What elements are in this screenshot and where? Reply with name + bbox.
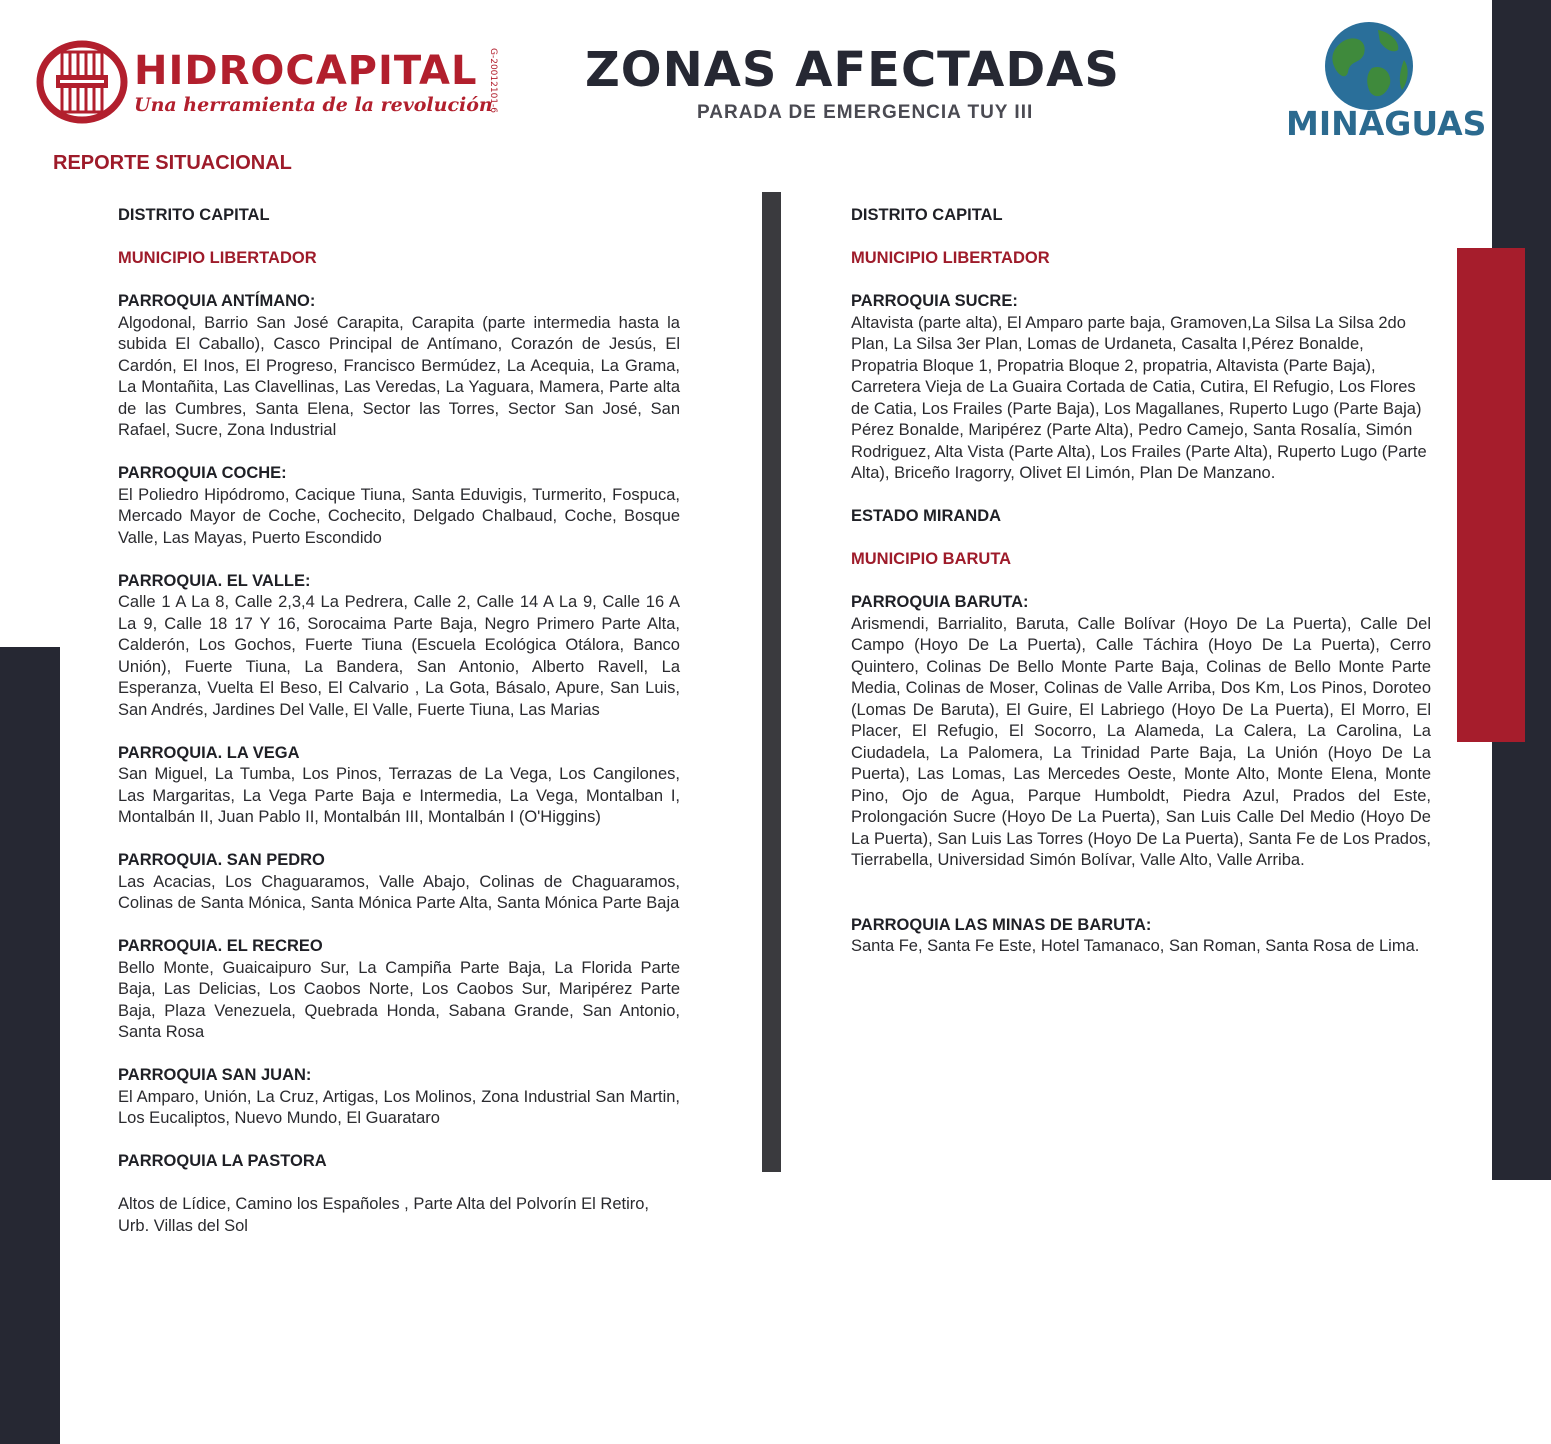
globe-icon (1320, 20, 1418, 112)
parish-title: PARROQUIA SAN JUAN: (118, 1066, 312, 1084)
parish-body: El Amparo, Unión, La Cruz, Artigas, Los Molinos, Zona Industrial San Martin, Los Eucaliptos, Nuevo Mundo, El Guarataro (118, 1087, 680, 1127)
parish-title: PARROQUIA LA PASTORA (118, 1152, 327, 1170)
district-heading: DISTRITO CAPITAL (851, 206, 1003, 224)
parish-body: Bello Monte, Guaicaipuro Sur, La Campiña Parte Baja, La Florida Parte Baja, Las Delicias, Los Caobos Norte, Los Caobos Sur, Maripérez Parte Baja, Plaza Venezuela, Quebrada Honda, Sabana Grande, San Antonio, Santa Rosa (118, 958, 680, 1041)
parish-body: Las Acacias, Los Chaguaramos, Valle Abajo, Colinas de Chaguaramos, Colinas de Santa Mónica, Santa Mónica Parte Alta, Santa Mónica Parte Baja (118, 872, 680, 912)
page-title: ZONAS AFECTADAS (585, 42, 1120, 98)
hidrocapital-tagline: Una herramienta de la revolución (134, 94, 493, 116)
parish-title: PARROQUIA COCHE: (118, 464, 287, 482)
parish-body: El Poliedro Hipódromo, Cacique Tiuna, Santa Eduvigis, Turmerito, Fospuca, Mercado Mayor de Coche, Cochecito, Delgado Chalbaud, Coche, Bosque Valle, Las Mayas, Puerto Escondido (118, 485, 680, 547)
parish-title: PARROQUIA ANTÍMANO: (118, 292, 316, 310)
report-label: REPORTE SITUACIONAL (53, 152, 292, 174)
hidrocapital-logo (38, 42, 508, 122)
right-column (851, 205, 1431, 958)
decorative-bar-left (0, 647, 60, 1444)
state-heading: ESTADO MIRANDA (851, 507, 1002, 525)
page-subtitle: PARADA DE EMERGENCIA TUY III (697, 102, 1034, 123)
hidrocapital-emblem-icon (38, 42, 126, 122)
minaguas-name: MINAGUAS (1286, 104, 1487, 143)
left-column (118, 205, 680, 1237)
parish-body: San Miguel, La Tumba, Los Pinos, Terrazas de La Vega, Los Cangilones, Las Margaritas, La Vega Parte Baja e Intermedia, La Vega, Montalban I, Montalbán II, Juan Pablo II, Montalbán III, Montalbán I (O'Higgins) (118, 765, 680, 826)
parish-title: PARROQUIA. EL RECREO (118, 937, 323, 955)
district-heading: DISTRITO CAPITAL (118, 206, 270, 224)
decorative-red-band (1457, 248, 1525, 742)
parish-body: Altos de Lídice, Camino los Españoles , Parte Alta del Polvorín El Retiro, Urb. Villas del Sol (118, 1195, 650, 1235)
hidrocapital-rif (482, 48, 496, 124)
svg-text:G-20012101-6: G-20012101-6 (488, 48, 498, 114)
minaguas-logo (1284, 20, 1487, 148)
parish-title: PARROQUIA LAS MINAS DE BARUTA: (851, 915, 1152, 934)
municipality-heading: MUNICIPIO LIBERTADOR (851, 249, 1050, 267)
parish-title: PARROQUIA. EL VALLE: (118, 571, 311, 590)
parish-body: Calle 1 A La 8, Calle 2,3,4 La Pedrera, Calle 2, Calle 14 A La 9, Calle 16 A La 9, Calle 18 17 Y 16, Sorocaima Parte Baja, Negro Primero Parte Alta, Calderón, Los Gochos, Fuerte Tiuna (Escuela Ecológica Otálora, Banco Unión), Fuerte Tiuna, La Bandera, San Antonio, Alberto Ravell, La Esperanza, Vuelta El Beso, El Calvario , La Gota, Básalo, Apure, San Luis, San Andrés, Jardines Del Valle, El Valle, Fuerte Tiuna, Las Marias (118, 593, 680, 719)
parish-body: Santa Fe, Santa Fe Este, Hotel Tamanaco, San Roman, Santa Rosa de Lima. (851, 937, 1420, 955)
municipality-heading: MUNICIPIO BARUTA (851, 550, 1012, 568)
parish-body: Altavista (parte alta), El Amparo parte baja, Gramoven,La Silsa La Silsa 2do Plan, La Silsa 3er Plan, Lomas de Urdaneta, Casalta I,Pérez Bonalde, Propatria Bloque 1, Propatria Bloque 2, propatria, Altavista (Parte Baja), Carretera Vieja de La Guaira Cortada de Catia, Cutira, El Refugio, Los Flores de Catia, Los Frailes (Parte Baja), Los Magallanes, Ruperto Lugo (Parte Baja) Pérez Bonalde, Maripérez (Parte Alta), Pedro Camejo, Santa Rosalía, Simón Rodriguez, Alta Vista (Parte Alta), Los Frailes (Parte Alta), Ruperto Lugo (Parte Alta), Briceño Iragorry, Olivet El Limón, Plan De Manzano. (851, 313, 1427, 482)
parish-body: Arismendi, Barrialito, Baruta, Calle Bolívar (Hoyo De La Puerta), Calle Del Campo (Hoyo De La Puerta), Calle Táchira (Hoyo De La Puerta), Cerro Quintero, Colinas De Bello Monte Parte Baja, Colinas de Bello Monte Parte Media, Colinas de Moser, Colinas de Valle Arriba, Dos Km, Los Pinos, Doroteo (Lomas De Baruta), El Guire, El Labriego (Hoyo De La Puerta), El Morro, El Placer, El Refugio, El Socorro, La Alameda, La Calera, La Carolina, La Ciudadela, La Palomera, La Trinidad Parte Baja, La Unión (Hoyo De La Puerta), Las Lomas, Las Mercedes Oeste, Monte Alto, Monte Elena, Monte Pino, Ojo de Agua, Parque Humboldt, Piedra Azul, Prados del Este, Prolongación Sucre (Hoyo De La Puerta), San Luis Calle Del Medio (Hoyo De La Puerta), San Luis Las Torres (Hoyo De La Puerta), Santa Fe de Los Prados, Tierrabella, Universidad Simón Bolívar, Valle Alto, Valle Arriba. (851, 614, 1431, 869)
parish-title: PARROQUIA BARUTA: (851, 593, 1029, 611)
hidrocapital-name: HIDROCAPITAL (134, 48, 478, 94)
parish-title: PARROQUIA SUCRE: (851, 292, 1018, 310)
municipality-heading: MUNICIPIO LIBERTADOR (118, 249, 317, 267)
parish-body: Algodonal, Barrio San José Carapita, Carapita (parte intermedia hasta la subida El Caballo), Casco Principal de Antímano, Corazón de Jesús, El Cardón, El Inos, El Progreso, Francisco Bermúdez, La Acequia, La Grama, La Montañita, Las Clavellinas, Las Veredas, La Yaguara, Mamera, Parte alta de las Cumbres, Santa Elena, Sector las Torres, Sector San José, San Rafael, Sucre, Zona Industrial (118, 313, 680, 439)
parish-title: PARROQUIA. LA VEGA (118, 743, 300, 762)
column-divider (762, 192, 781, 1172)
parish-title: PARROQUIA. SAN PEDRO (118, 851, 325, 869)
